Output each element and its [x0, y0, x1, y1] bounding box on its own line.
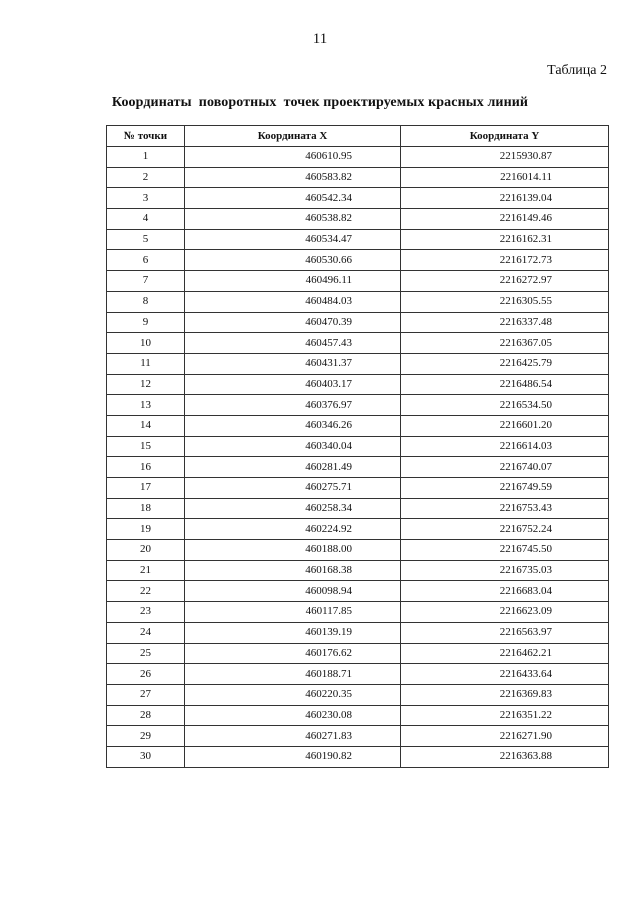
cell-point-number: 20	[107, 540, 185, 561]
cell-coordinate-y: 2216305.55	[401, 291, 609, 312]
cell-coordinate-x: 460117.85	[185, 602, 401, 623]
cell-coordinate-y: 2216740.07	[401, 457, 609, 478]
cell-coordinate-y: 2216425.79	[401, 353, 609, 374]
table-row	[107, 498, 609, 519]
cell-coordinate-x: 460176.62	[185, 643, 401, 664]
table-row	[107, 209, 609, 230]
cell-coordinate-x: 460542.34	[185, 188, 401, 209]
cell-coordinate-y: 2216623.09	[401, 602, 609, 623]
cell-coordinate-y: 2216749.59	[401, 478, 609, 499]
cell-point-number: 4	[107, 209, 185, 230]
cell-coordinate-y: 2216601.20	[401, 415, 609, 436]
cell-point-number: 22	[107, 581, 185, 602]
table-header-row	[107, 126, 609, 147]
table-row	[107, 312, 609, 333]
table-row	[107, 581, 609, 602]
cell-coordinate-x: 460258.34	[185, 498, 401, 519]
cell-point-number: 25	[107, 643, 185, 664]
cell-point-number: 24	[107, 622, 185, 643]
table-row	[107, 291, 609, 312]
cell-coordinate-x: 460530.66	[185, 250, 401, 271]
cell-point-number: 28	[107, 705, 185, 726]
cell-coordinate-x: 460376.97	[185, 395, 401, 416]
cell-coordinate-y: 2216363.88	[401, 746, 609, 767]
table-row	[107, 395, 609, 416]
cell-coordinate-y: 2216271.90	[401, 726, 609, 747]
cell-point-number: 14	[107, 415, 185, 436]
table-row	[107, 415, 609, 436]
cell-point-number: 23	[107, 602, 185, 623]
cell-coordinate-x: 460534.47	[185, 229, 401, 250]
header-coordinate-y: Координата Y	[401, 126, 609, 147]
table-row	[107, 560, 609, 581]
cell-coordinate-y: 2216752.24	[401, 519, 609, 540]
cell-coordinate-x: 460168.38	[185, 560, 401, 581]
cell-coordinate-x: 460538.82	[185, 209, 401, 230]
cell-point-number: 8	[107, 291, 185, 312]
table-row	[107, 333, 609, 354]
cell-coordinate-y: 2216337.48	[401, 312, 609, 333]
cell-coordinate-x: 460403.17	[185, 374, 401, 395]
cell-point-number: 29	[107, 726, 185, 747]
table-body	[107, 147, 609, 768]
cell-coordinate-y: 2216683.04	[401, 581, 609, 602]
cell-coordinate-y: 2216486.54	[401, 374, 609, 395]
cell-point-number: 16	[107, 457, 185, 478]
cell-coordinate-y: 2216433.64	[401, 664, 609, 685]
cell-coordinate-x: 460220.35	[185, 684, 401, 705]
cell-point-number: 19	[107, 519, 185, 540]
cell-coordinate-y: 2216351.22	[401, 705, 609, 726]
coordinates-table	[106, 125, 609, 768]
cell-coordinate-x: 460340.04	[185, 436, 401, 457]
table-row	[107, 746, 609, 767]
cell-coordinate-x: 460281.49	[185, 457, 401, 478]
cell-coordinate-y: 2215930.87	[401, 147, 609, 168]
cell-point-number: 7	[107, 271, 185, 292]
cell-coordinate-y: 2216272.97	[401, 271, 609, 292]
cell-coordinate-y: 2216534.50	[401, 395, 609, 416]
cell-coordinate-x: 460496.11	[185, 271, 401, 292]
cell-point-number: 15	[107, 436, 185, 457]
cell-point-number: 21	[107, 560, 185, 581]
cell-coordinate-x: 460139.19	[185, 622, 401, 643]
table-row	[107, 374, 609, 395]
cell-coordinate-y: 2216367.05	[401, 333, 609, 354]
table-row	[107, 684, 609, 705]
cell-point-number: 5	[107, 229, 185, 250]
cell-coordinate-y: 2216735.03	[401, 560, 609, 581]
table-row	[107, 478, 609, 499]
table-row	[107, 147, 609, 168]
table-row	[107, 602, 609, 623]
table-row	[107, 353, 609, 374]
cell-point-number: 13	[107, 395, 185, 416]
cell-point-number: 2	[107, 167, 185, 188]
cell-point-number: 30	[107, 746, 185, 767]
table-row	[107, 540, 609, 561]
document-title: Координаты поворотных точек проектируемых красных линий	[111, 95, 529, 110]
cell-coordinate-x: 460190.82	[185, 746, 401, 767]
cell-coordinate-x: 460224.92	[185, 519, 401, 540]
table-row	[107, 643, 609, 664]
cell-point-number: 12	[107, 374, 185, 395]
cell-coordinate-x: 460275.71	[185, 478, 401, 499]
cell-coordinate-y: 2216563.97	[401, 622, 609, 643]
cell-coordinate-x: 460431.37	[185, 353, 401, 374]
table-row	[107, 726, 609, 747]
cell-point-number: 6	[107, 250, 185, 271]
table-label: Таблица 2	[547, 63, 607, 78]
table-row	[107, 664, 609, 685]
cell-point-number: 11	[107, 353, 185, 374]
table-row	[107, 457, 609, 478]
cell-coordinate-x: 460484.03	[185, 291, 401, 312]
table-row	[107, 229, 609, 250]
cell-coordinate-y: 2216172.73	[401, 250, 609, 271]
cell-coordinate-x: 460188.00	[185, 540, 401, 561]
cell-point-number: 27	[107, 684, 185, 705]
table-row	[107, 622, 609, 643]
table-row	[107, 436, 609, 457]
cell-coordinate-y: 2216149.46	[401, 209, 609, 230]
cell-coordinate-y: 2216162.31	[401, 229, 609, 250]
cell-point-number: 3	[107, 188, 185, 209]
cell-point-number: 26	[107, 664, 185, 685]
header-point-number: № точки	[107, 126, 185, 147]
cell-point-number: 1	[107, 147, 185, 168]
cell-coordinate-x: 460188.71	[185, 664, 401, 685]
cell-coordinate-y: 2216139.04	[401, 188, 609, 209]
table-row	[107, 188, 609, 209]
cell-coordinate-x: 460230.08	[185, 705, 401, 726]
table-row	[107, 250, 609, 271]
page-number: 11	[312, 31, 328, 47]
cell-point-number: 9	[107, 312, 185, 333]
table-row	[107, 167, 609, 188]
cell-point-number: 10	[107, 333, 185, 354]
cell-coordinate-x: 460271.83	[185, 726, 401, 747]
cell-coordinate-x: 460346.26	[185, 415, 401, 436]
cell-coordinate-x: 460457.43	[185, 333, 401, 354]
cell-point-number: 18	[107, 498, 185, 519]
table-row	[107, 271, 609, 292]
table-row	[107, 705, 609, 726]
cell-coordinate-y: 2216014.11	[401, 167, 609, 188]
cell-coordinate-y: 2216745.50	[401, 540, 609, 561]
cell-coordinate-x: 460470.39	[185, 312, 401, 333]
cell-coordinate-x: 460610.95	[185, 147, 401, 168]
cell-point-number: 17	[107, 478, 185, 499]
cell-coordinate-y: 2216369.83	[401, 684, 609, 705]
cell-coordinate-y: 2216462.21	[401, 643, 609, 664]
cell-coordinate-y: 2216753.43	[401, 498, 609, 519]
cell-coordinate-x: 460098.94	[185, 581, 401, 602]
header-coordinate-x: Координата X	[185, 126, 401, 147]
cell-coordinate-x: 460583.82	[185, 167, 401, 188]
cell-coordinate-y: 2216614.03	[401, 436, 609, 457]
table-row	[107, 519, 609, 540]
